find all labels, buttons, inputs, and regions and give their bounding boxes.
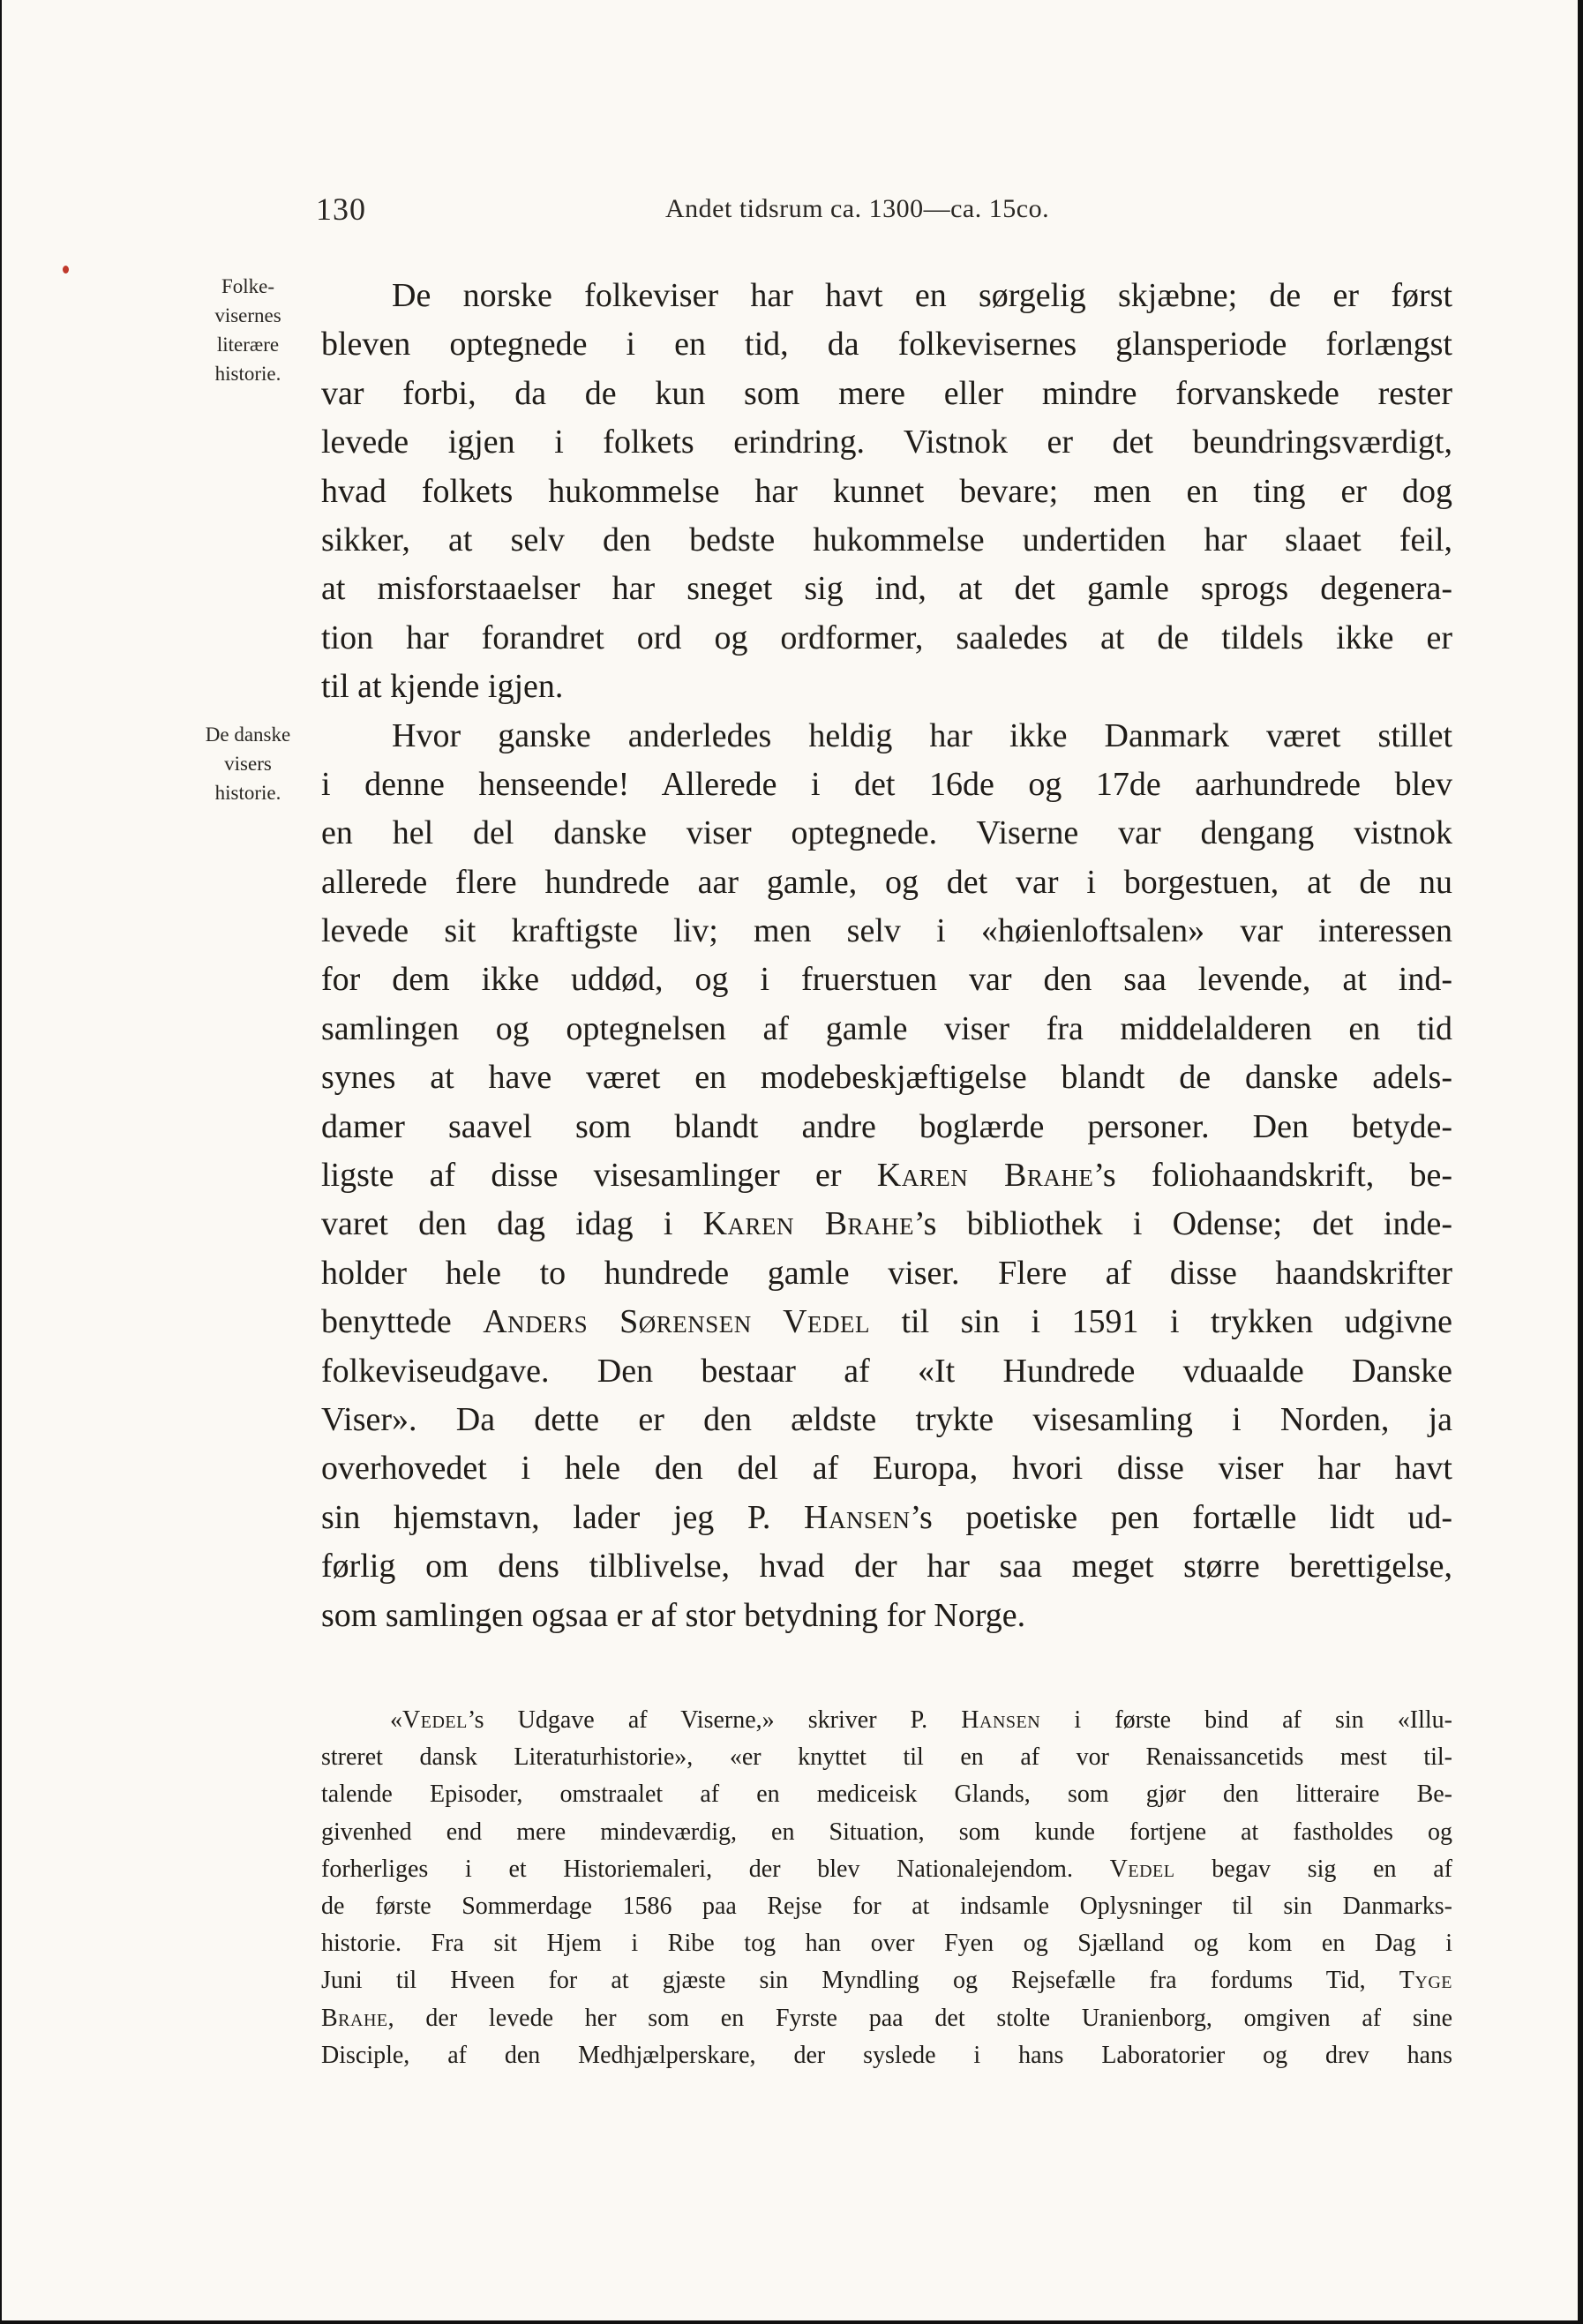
footnote-quote xyxy=(321,1702,1452,2074)
text-line: førlig om dens tilblivelse, hvad der har saa meget større berettigelse, xyxy=(321,1548,1452,1586)
margin-note-line: visers xyxy=(224,753,272,775)
text-line: tion har forandret ord og ordformer, saaledes at de tildels ikke er xyxy=(321,618,1452,656)
text-line xyxy=(321,1200,1452,1248)
text-line: Viser». Da dette er den ældste trykte visesamling i Norden, ja xyxy=(321,1400,1452,1438)
text-line: holder hele to hundrede gamle viser. Flere af disse haandskrifter xyxy=(321,1254,1452,1292)
text-line: damer saavel som blandt andre boglærde personer. Den betyde- xyxy=(321,1107,1452,1145)
footnote-line: de første Sommerdage 1586 paa Rejse for at indsamle Oplysninger til sin Danmarks- xyxy=(321,1892,1452,1920)
text-line: som samlingen ogsaa er af stor betydning for Norge. xyxy=(321,1596,1026,1634)
text-line xyxy=(321,1151,1452,1200)
margin-note-line: historie. xyxy=(214,782,281,804)
running-title: Andet tidsrum ca. 1300—ca. 15co. xyxy=(665,194,1050,223)
text-line: for dem ikke uddød, og i fruerstuen var den saa levende, at ind- xyxy=(321,961,1452,999)
margin-note-line: Folke- xyxy=(221,275,275,297)
text-segment: til sin i 1591 i trykken udgivne xyxy=(870,1303,1452,1341)
text-line: i denne henseende! Allerede i det 16de og 17de aarhundrede blev xyxy=(321,765,1452,803)
book-page xyxy=(2,0,1578,2320)
text-line: levede igjen i folkets erindring. Vistnok er det beundringsværdigt, xyxy=(321,424,1452,461)
text-segment: ’s bibliothek i Odense; det inde- xyxy=(914,1205,1452,1243)
text-line: De norske folkeviser har havt en sørgelig skjæbne; de er først xyxy=(392,277,1452,314)
footnote-line: streret dansk Literaturhistorie», «er knyttet til en af vor Renaissancetids mest til- xyxy=(321,1743,1452,1772)
margin-note-folkevisernes xyxy=(164,272,332,388)
text-line: sikker, at selv den bedste hukommelse undertiden har slaaet feil, xyxy=(321,521,1452,559)
text-line: bleven optegnede i en tid, da folkevisernes glansperiode forlængst xyxy=(321,326,1452,364)
text-segment: varet den dag idag i xyxy=(321,1205,703,1243)
text-line: Hvor ganske anderledes heldig har ikke Danmark været stillet xyxy=(392,716,1452,754)
text-segment: ’s poetiske pen fortælle lidt ud- xyxy=(910,1498,1452,1536)
margin-note-line: historie. xyxy=(214,363,281,385)
text-segment: forherliges i et Historiemaleri, der blev Nationalejendom. xyxy=(321,1855,1110,1883)
text-line: til at kjende igjen. xyxy=(321,668,564,706)
text-line: allerede flere hundrede aar gamle, og det var i borgestuen, at de nu xyxy=(321,863,1452,901)
margin-note-danske-visers xyxy=(164,720,332,807)
text-segment: ligste af disse visesamlinger er xyxy=(321,1157,877,1195)
text-line: var forbi, da de kun som mere eller mindre forvanskede rester xyxy=(321,374,1452,412)
person-name: Karen Brahe xyxy=(876,1157,1094,1195)
text-segment: ’s Udgave af Viserne,» skriver P. xyxy=(467,1706,962,1734)
text-segment: ’s foliohaandskrift, be- xyxy=(1093,1157,1452,1195)
footnote-line xyxy=(321,1851,1452,1888)
text-line: levede sit kraftigste liv; men selv i «høienloftsalen» var interessen xyxy=(321,912,1452,950)
text-line: hvad folkets hukommelse har kunnet bevare; men en ting er dog xyxy=(321,472,1452,510)
footnote-line: talende Episoder, omstraalet af en mediceisk Glands, som gjør den litteraire Be- xyxy=(321,1780,1452,1809)
paragraph-norske-folkeviser xyxy=(321,272,1452,712)
text-segment: i første bind af sin «Illu- xyxy=(1040,1706,1452,1734)
person-name: Vedel xyxy=(1109,1855,1175,1883)
footnote-line: givenhed end mere mindeværdig, en Situation, som kunde fortjene at fastholdes og xyxy=(321,1818,1452,1846)
margin-note-line: literære xyxy=(216,334,280,356)
footnote-line: Disciple, af den Medhjælperskare, der syslede i hans Laboratorier og drev hans xyxy=(321,2041,1452,2069)
margin-note-line: visernes xyxy=(214,304,281,326)
person-name: Hansen xyxy=(804,1498,911,1536)
person-name: Karen Brahe xyxy=(702,1205,915,1243)
text-line xyxy=(321,1494,1452,1542)
text-segment: « xyxy=(390,1706,402,1734)
paragraph-danske-viser xyxy=(321,712,1452,1640)
footnote-line xyxy=(321,1702,1452,1739)
footnote-line xyxy=(321,2000,1452,2037)
footnote-line: historie. Fra sit Hjem i Ribe tog han over Fyen og Sjælland og kom en Dag i xyxy=(321,1930,1452,1958)
footnote-line xyxy=(321,1962,1452,1999)
text-segment: Juni til Hveen for at gjæste sin Myndling og Rejsefælle fra fordums Tid, xyxy=(321,1967,1399,1995)
text-segment: sin hjemstavn, lader jeg P. xyxy=(321,1498,804,1536)
text-segment: , der levede her som en Fyrste paa det stolte Uranienborg, omgiven af sine xyxy=(387,2004,1452,2032)
main-text xyxy=(321,272,1452,1640)
page-number: 130 xyxy=(316,191,366,227)
text-line: en hel del danske viser optegnede. Viserne var dengang vistnok xyxy=(321,814,1452,852)
margin-note-line: De danske xyxy=(205,723,291,746)
person-name: Brahe xyxy=(321,2004,388,2032)
text-segment: benyttede xyxy=(321,1303,484,1341)
running-head xyxy=(2,191,1578,235)
text-segment: begav sig en af xyxy=(1174,1855,1453,1883)
text-line: at misforstaaelser har sneget sig ind, at det gamle sprogs degenera- xyxy=(321,570,1452,608)
person-name: Anders Sørensen Vedel xyxy=(483,1303,870,1341)
person-name: Tyge xyxy=(1399,1967,1452,1995)
text-line: synes at have været en modebeskjæftigelse blandt de danske adels- xyxy=(321,1059,1452,1097)
text-line: overhovedet i hele den del af Europa, hvori disse viser har havt xyxy=(321,1450,1452,1488)
person-name: Vedel xyxy=(402,1706,468,1734)
person-name: Hansen xyxy=(961,1706,1041,1734)
text-line: folkeviseudgave. Den bestaar af «It Hundrede vduaalde Danske xyxy=(321,1352,1452,1390)
red-ink-spot xyxy=(63,266,69,274)
text-line: samlingen og optegnelsen af gamle viser fra middelalderen en tid xyxy=(321,1009,1452,1047)
text-line xyxy=(321,1298,1452,1346)
